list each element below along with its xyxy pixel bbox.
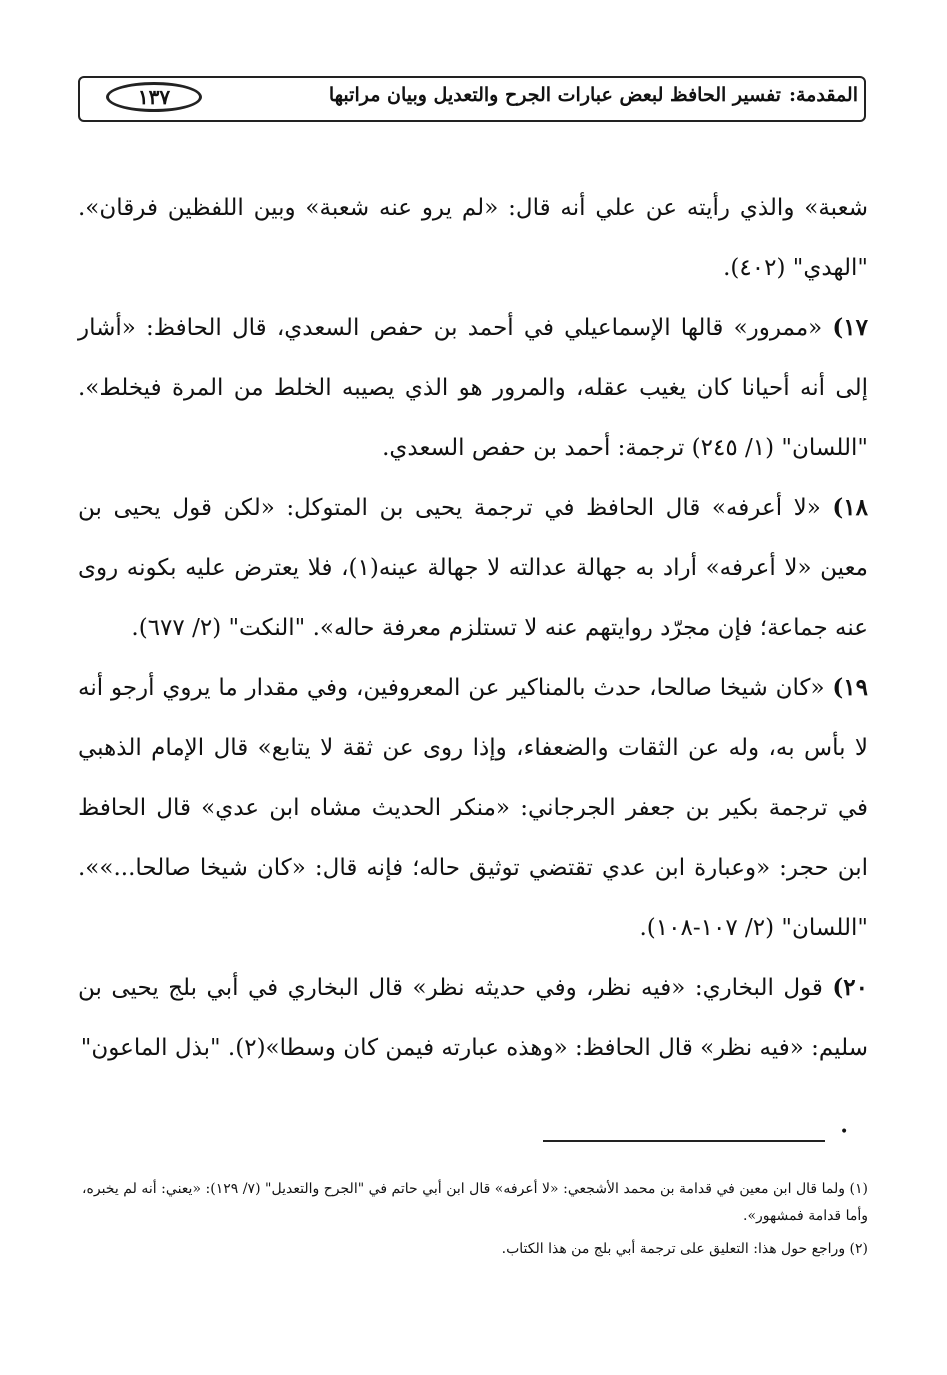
page-number: ١٣٧: [106, 82, 202, 112]
paragraph-text: «كان شيخا صالحا، حدث بالمناكير عن المعروفين، وفي مقدار ما يروي أرجو أنه لا بأس به، وله عن الثقات والضعفاء، وإذا روى عن ثقة لا يتابع» قال الإمام الذهبي في ترجمة بكير بن جعفر الجرجاني: «منكر الحديث مشاه ابن عدي» قال الحافظ ابن حجر: «وعبارة ابن عدي تقتضي توثيق حاله؛ فإنه قال: «كان شيخا صالحا...»». "اللسان" (٢/ ١٠٧-١٠٨).: [78, 675, 868, 941]
paragraph: [78, 658, 868, 958]
body-text: [78, 178, 868, 1078]
footnotes: [82, 1176, 868, 1269]
paragraph-text: شعبة» والذي رأيته عن علي أنه قال: «لم يرو عنه شعبة» وبين اللفظين فرقان». "الهدي" (٤٠٢).: [78, 195, 868, 281]
paragraph-text: قول البخاري: «فيه نظر، وفي حديثه نظر» قال البخاري في أبي بلج يحيى بن سليم: «فيه نظر» قال الحافظ: «وهذه عبارته فيمن كان وسطا»(٢). "بذل الماعون": [78, 975, 868, 1061]
item-number: ٢٠): [832, 974, 868, 1001]
header-title: تفسير الحافظ لبعض عبارات الجرح والتعديل وبيان مراتبها: [328, 84, 781, 106]
paragraph: [78, 478, 868, 658]
paragraph: [78, 178, 868, 298]
footnote: (١) ولما قال ابن معين في قدامة بن محمد الأشجعي: «لا أعرفه» قال ابن أبي حاتم في "الجرح والتعديل" (٧/ ١٢٩): «يعني: أنه لم يخبره، وأما قدامة فمشهور».: [82, 1181, 869, 1224]
section-label: المقدمة:: [788, 84, 858, 106]
header-title-block: [329, 84, 858, 106]
footnote-separator: [543, 1140, 825, 1142]
item-number: ١٩): [832, 674, 868, 701]
running-header: [78, 76, 866, 122]
stray-mark: •: [840, 1124, 849, 1140]
paragraph-text: «ممرور» قالها الإسماعيلي في أحمد بن حفص السعدي، قال الحافظ: «أشار إلى أنه أحيانا كان يغيب عقله، والمرور هو الذي يصيبه الخلط من المرة فيخلط». "اللسان" (١/ ٢٤٥) ترجمة: أحمد بن حفص السعدي.: [78, 315, 868, 461]
paragraph: [78, 958, 868, 1078]
item-number: ١٧): [832, 314, 868, 341]
paragraph-text: «لا أعرفه» قال الحافظ في ترجمة يحيى بن المتوكل: «لكن قول يحيى بن معين «لا أعرفه» أراد به جهالة عدالته لا جهالة عينه(١)، فلا يعترض عليه بكونه روى عنه جماعة؛ فإن مجرّد روايتهم عنه لا تستلزم معرفة حاله». "النكت" (٢/ ٦٧٧).: [78, 495, 868, 641]
paragraph: [78, 298, 868, 478]
footnote: (٢) وراجع حول هذا: التعليق على ترجمة أبي بلج من هذا الكتاب.: [501, 1241, 868, 1257]
item-number: ١٨): [832, 494, 868, 521]
